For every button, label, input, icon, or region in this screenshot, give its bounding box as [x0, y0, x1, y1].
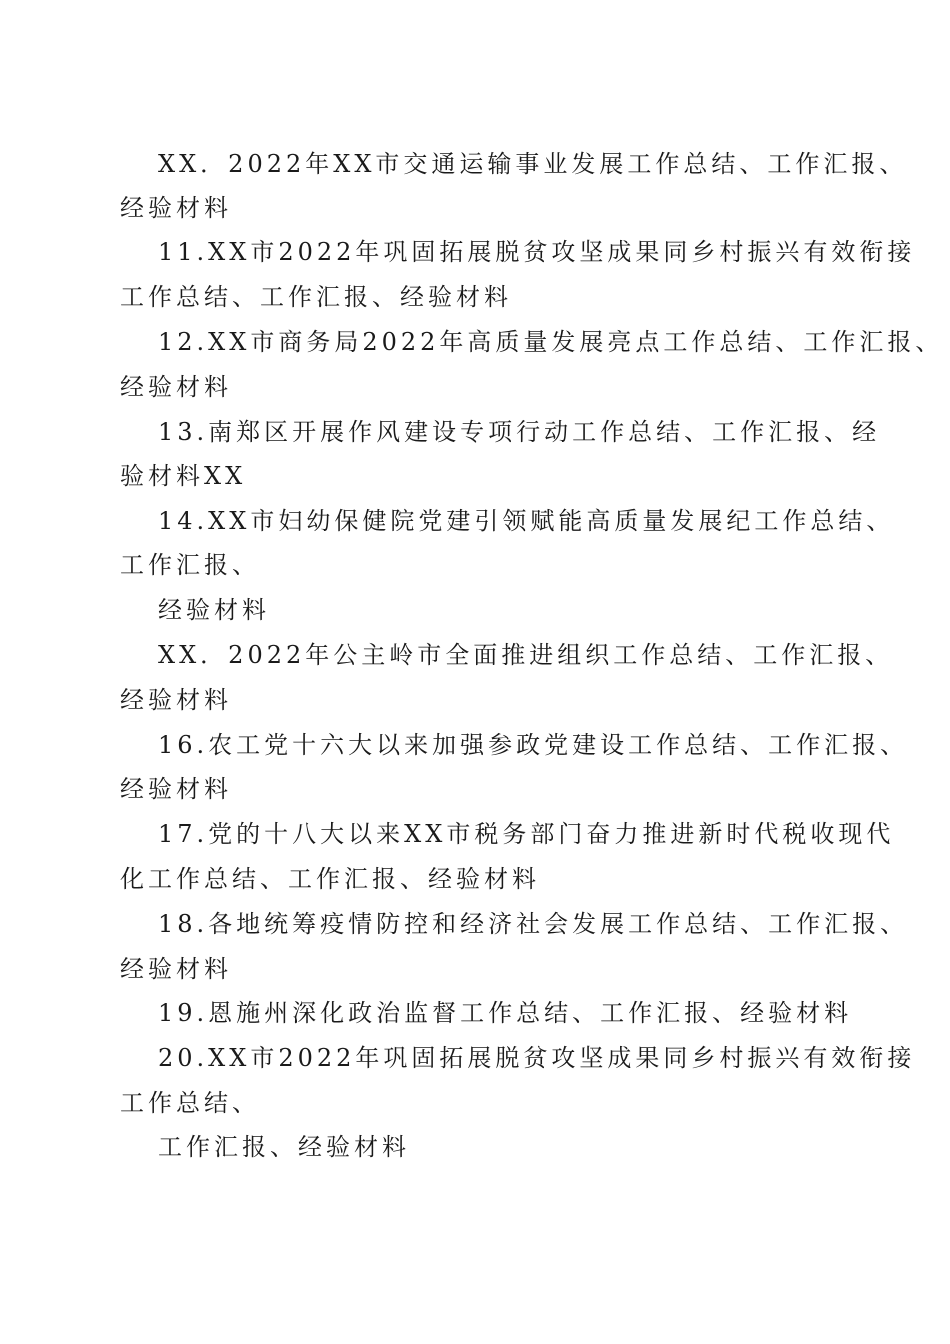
- list-item-line: 经验材料: [120, 955, 232, 983]
- list-item-line: XX．2022年公主岭市全面推进组织工作总结、工作汇报、: [158, 641, 894, 669]
- list-item-line: 经验材料: [120, 373, 232, 401]
- list-item-line: 17.党的十八大以来XX市税务部门奋力推进新时代税收现代: [158, 820, 895, 848]
- list-item-line: 11.XX市2022年巩固拓展脱贫攻坚成果同乡村振兴有效衔接: [158, 238, 916, 266]
- list-item-line: 16.农工党十六大以来加强参政党建设工作总结、工作汇报、: [158, 731, 909, 759]
- list-item-line: 验材料XX: [120, 462, 247, 490]
- list-item-line: 工作总结、: [120, 1089, 260, 1117]
- list-item-line: 经验材料: [120, 686, 232, 714]
- list-item-line: 20.XX市2022年巩固拓展脱贫攻坚成果同乡村振兴有效衔接: [158, 1044, 916, 1072]
- list-item-line: 经验材料: [120, 194, 232, 222]
- list-item-line: 12.XX市商务局2022年高质量发展亮点工作总结、工作汇报、: [158, 328, 944, 356]
- list-item-line: 13.南郑区开展作风建设专项行动工作总结、工作汇报、经: [158, 418, 881, 446]
- list-item-line: 工作汇报、: [120, 551, 260, 579]
- list-item-line: 经验材料: [158, 596, 270, 624]
- list-item-line: 18.各地统筹疫情防控和经济社会发展工作总结、工作汇报、: [158, 910, 909, 938]
- list-item-line: 19.恩施州深化政治监督工作总结、工作汇报、经验材料: [158, 999, 853, 1027]
- list-item-line: XX．2022年XX市交通运输事业发展工作总结、工作汇报、: [158, 150, 908, 178]
- list-item-line: 工作总结、工作汇报、经验材料: [120, 283, 512, 311]
- list-item-line: 工作汇报、经验材料: [158, 1133, 410, 1161]
- list-item-line: 14.XX市妇幼保健院党建引领赋能高质量发展纪工作总结、: [158, 507, 895, 535]
- list-item-line: 经验材料: [120, 775, 232, 803]
- list-item-line: 化工作总结、工作汇报、经验材料: [120, 865, 540, 893]
